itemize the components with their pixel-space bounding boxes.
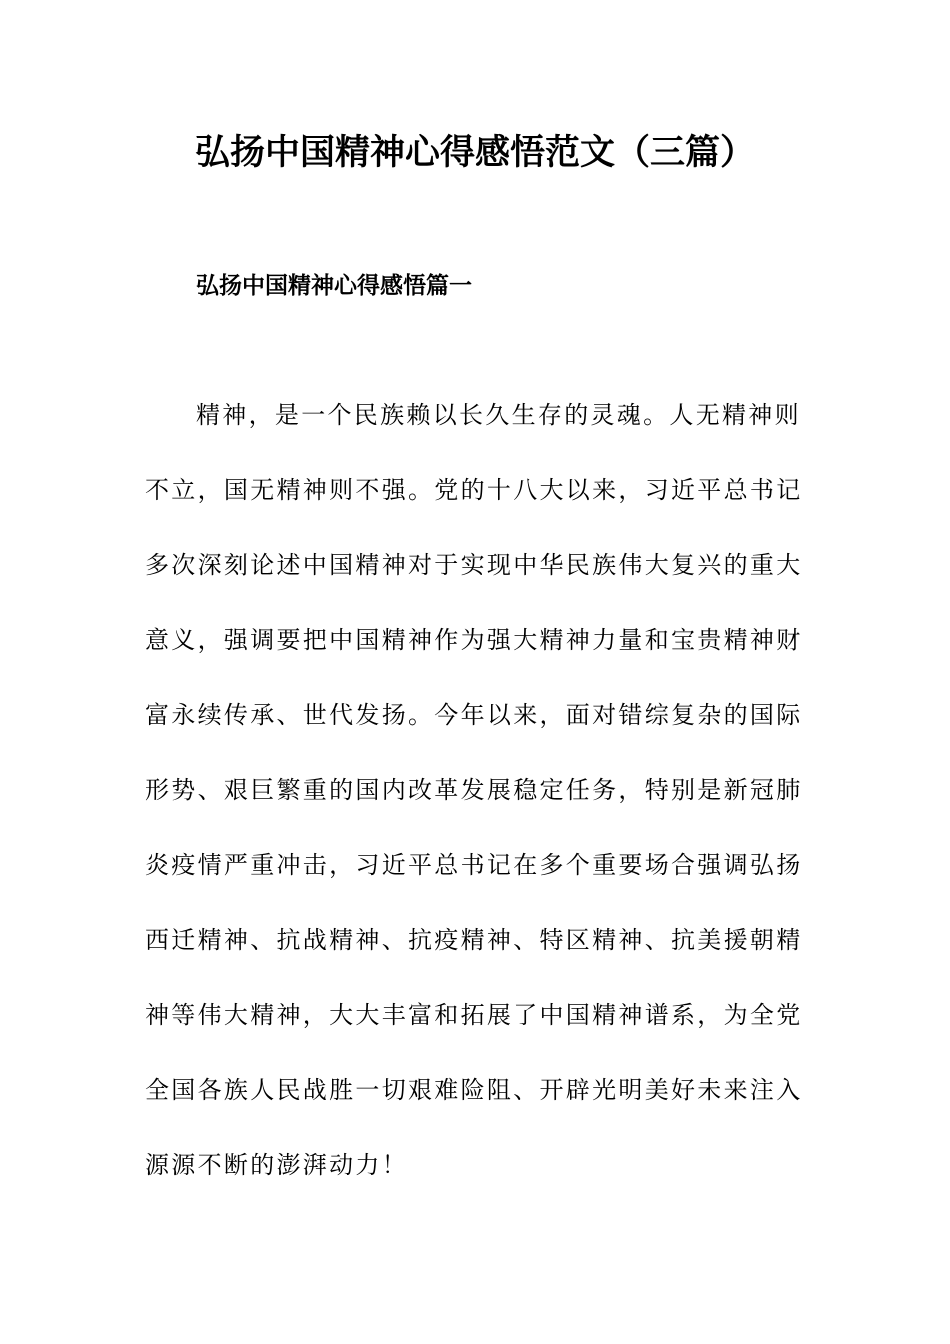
paragraph-line: 意义，强调要把中国精神作为强大精神力量和宝贵精神财 xyxy=(145,626,803,654)
paragraph-line: 炎疫情严重冲击，习近平总书记在多个重要场合强调弘扬 xyxy=(145,851,803,879)
document-title: 弘扬中国精神心得感悟范文（三篇） xyxy=(194,132,755,173)
paragraph-line: 富永续传承、世代发扬。今年以来，面对错综复杂的国际 xyxy=(145,701,803,729)
paragraph-line: 西迁精神、抗战精神、抗疫精神、特区精神、抗美援朝精 xyxy=(145,926,803,954)
paragraph-line: 多次深刻论述中国精神对于实现中华民族伟大复兴的重大 xyxy=(145,551,803,579)
paragraph-line: 神等伟大精神，大大丰富和拓展了中国精神谱系，为全党 xyxy=(145,1001,803,1029)
paragraph-line: 形势、艰巨繁重的国内改革发展稳定任务，特别是新冠肺 xyxy=(145,776,803,804)
paragraph-line: 源源不断的澎湃动力！ xyxy=(145,1151,408,1179)
paragraph-line: 全国各族人民战胜一切艰难险阻、开辟光明美好未来注入 xyxy=(145,1076,803,1104)
section-heading: 弘扬中国精神心得感悟篇一 xyxy=(196,273,472,299)
paragraph-line: 不立，国无精神则不强。党的十八大以来，习近平总书记 xyxy=(145,476,803,504)
paragraph-line: 精神，是一个民族赖以长久生存的灵魂。人无精神则 xyxy=(196,401,801,429)
paragraph xyxy=(145,385,805,1210)
